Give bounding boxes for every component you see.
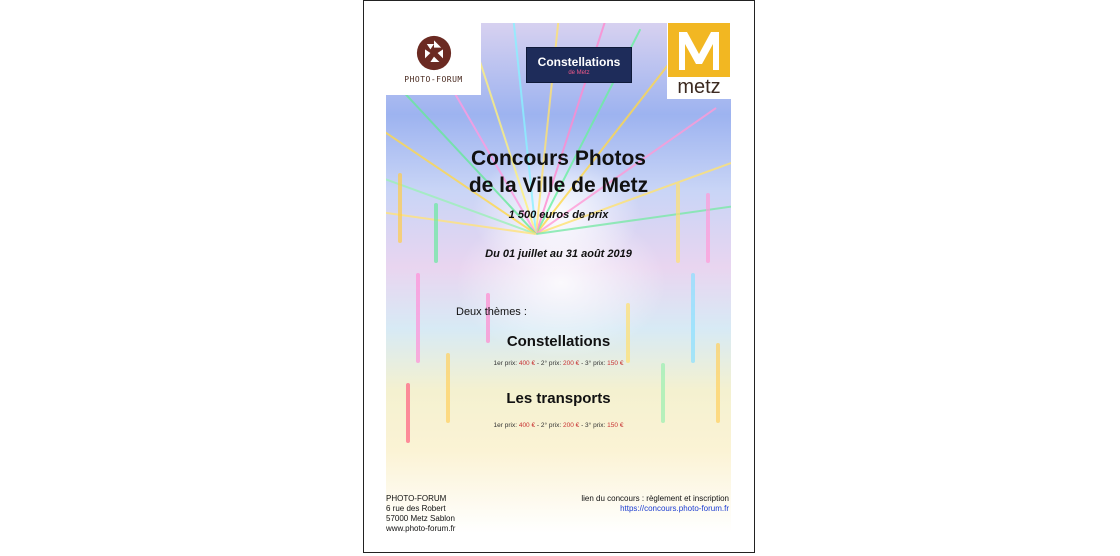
photo-forum-logo-text: PHOTO-FORUM [404,74,463,84]
theme-prizes-constellations: 1er prix: 400 € - 2° prix: 200 € - 3° prix: 150 € [493,360,624,367]
footer-website[interactable]: www.photo-forum.fr [386,524,456,533]
prize-total: 1 500 euros de prix [508,209,609,221]
poster [386,23,731,533]
document-page [363,0,755,553]
footer-city: 57000 Metz Sablon [386,514,455,523]
footer-street: 6 rue des Robert [386,504,446,513]
page-title [386,145,731,199]
constellations-logo [526,47,632,83]
theme-prizes-transports: 1er prix: 400 € - 2° prix: 200 € - 3° prix: 150 € [493,422,624,429]
constellations-logo-main: Constellations [537,54,621,69]
metz-m-icon [668,23,730,77]
contest-dates: Du 01 juillet au 31 août 2019 [485,248,632,260]
metz-logo-text: metz [677,76,721,98]
title-line-1: Concours Photos [470,147,646,170]
theme-title-constellations: Constellations [506,333,611,350]
photo-forum-logo [386,23,481,95]
theme-title-transports: Les transports [506,390,611,407]
themes-intro: Deux thèmes : [456,306,527,318]
aperture-icon [416,35,452,71]
contest-link[interactable]: https://concours.photo-forum.fr [620,504,729,513]
footer-contest-link [581,494,729,514]
footer-org: PHOTO-FORUM [386,494,447,503]
constellations-logo-sub: de Metz [568,69,590,76]
footer-link-caption: lien du concours : règlement et inscription [581,494,729,503]
metz-logo [667,23,731,99]
title-line-2: de la Ville de Metz [468,174,649,197]
footer-address [386,494,455,533]
